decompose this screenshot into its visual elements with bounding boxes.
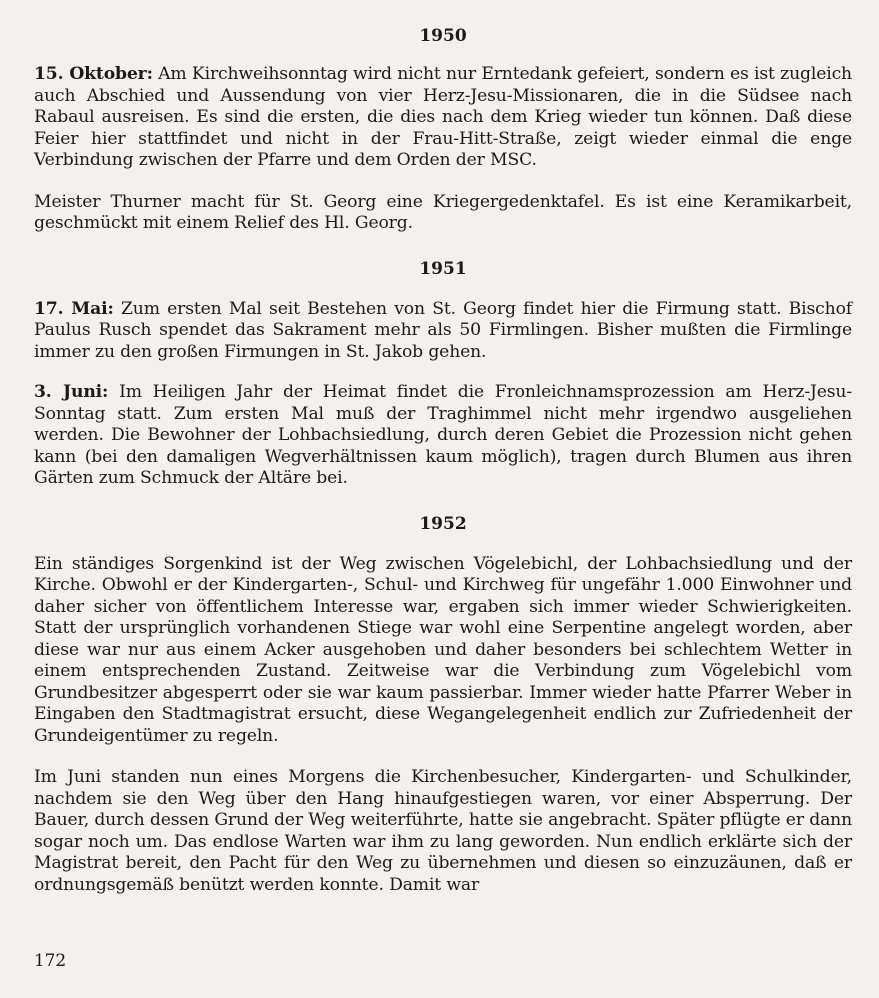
entry-1951-juni bbox=[34, 382, 852, 490]
entry-date: 15. Oktober: bbox=[34, 64, 153, 84]
entry-text: Im Heiligen Jahr der Heimat findet die Fronleichnamsprozession am Herz-Jesu-Sonntag statt. Zum ersten Mal muß der Traghimmel nicht mehr irgendwo ausgeliehen werden. Die Bewohner der Lohbachsiedlung, durch deren Gebiet die Prozession nicht gehen kann (bei den damaligen Wegverhältnissen kaum möglich), tragen durch Blumen aus ihren Gärten zum Schmuck der Altäre bei. bbox=[34, 382, 852, 488]
entry-1950-kriegergedenktafel: Meister Thurner macht für St. Georg eine Kriegergedenktafel. Es ist eine Keramikarbeit, geschmückt mit einem Relief des Hl. Georg. bbox=[34, 191, 852, 233]
entry-1950-oktober bbox=[34, 64, 852, 172]
page-number: 172 bbox=[34, 951, 66, 971]
entry-text: Am Kirchweihsonntag wird nicht nur Erntedank gefeiert, sondern es ist zugleich auch Abschied und Aussendung von vier Herz-Jesu-Missionaren, die in die Südsee nach Rabaul ausreisen. Es sind die ersten, die dies nach dem Krieg wieder tun können. Daß diese Feier hier stattfindet und nicht in der Frau-Hitt-Straße, zeigt wieder einmal die enge Verbindung zwischen der Pfarre und dem Orden der MSC. bbox=[34, 64, 852, 170]
entry-text: Zum ersten Mal seit Bestehen von St. Georg findet hier die Firmung statt. Bischof Paulus Rusch spendet das Sakrament mehr als 50 Firmlingen. Bisher mußten die Firmlinge immer zu den großen Firmungen in St. Jakob gehen. bbox=[34, 298, 852, 362]
year-heading-1951: 1951 bbox=[419, 258, 467, 279]
entry-1951-mai bbox=[34, 299, 852, 364]
entry-date: 17. Mai: bbox=[34, 298, 114, 319]
entry-1952-weg: Ein ständiges Sorgenkind ist der Weg zwischen Vögelebichl, der Lohbachsiedlung und der Kirche. Obwohl er der Kindergarten-, Schul- und Kirchweg für ungefähr 1.000 Einwohner und daher sicher von öffentlichem Interesse war, ergaben sich immer wieder Schwierigkeiten. Statt der ursprünglich vorhandenen Stiege war wohl eine Serpentine angelegt worden, aber diese war nur aus einem Acker ausgehoben und daher besonders bei schlechtem Wetter in einem entsprechenden Zustand. Zeitweise war die Verbindung zum Vögelebichl vom Grundbesitzer abgesperrt oder sie war kaum passierbar. Immer wieder hatte Pfarrer Weber in Eingaben den Stadtmagistrat ersucht, diese Wegangelegenheit endlich zur Zufriedenheit der Grundeigentümer zu regeln. bbox=[34, 553, 852, 746]
year-heading-1952: 1952 bbox=[419, 513, 467, 534]
year-heading-1950: 1950 bbox=[419, 26, 467, 46]
page-content bbox=[34, 24, 852, 896]
entry-1952-juni: Im Juni standen nun eines Morgens die Kirchenbesucher, Kindergarten- und Schulkinder, nachdem sie den Weg über den Hang hinaufgestiegen waren, vor einer Absperrung. Der Bauer, durch dessen Grund der Weg weiterführte, hatte sie angebracht. Später pflügte er dann sogar noch um. Das endlose Warten war ihm zu lang geworden. Nun endlich erklärte sich der Magistrat bereit, den Pacht für den Weg zu übernehmen und diesen so einzuzäunen, daß er ordnungsgemäß benützt werden konnte. Damit war bbox=[34, 767, 852, 895]
entry-date: 3. Juni: bbox=[34, 382, 109, 402]
